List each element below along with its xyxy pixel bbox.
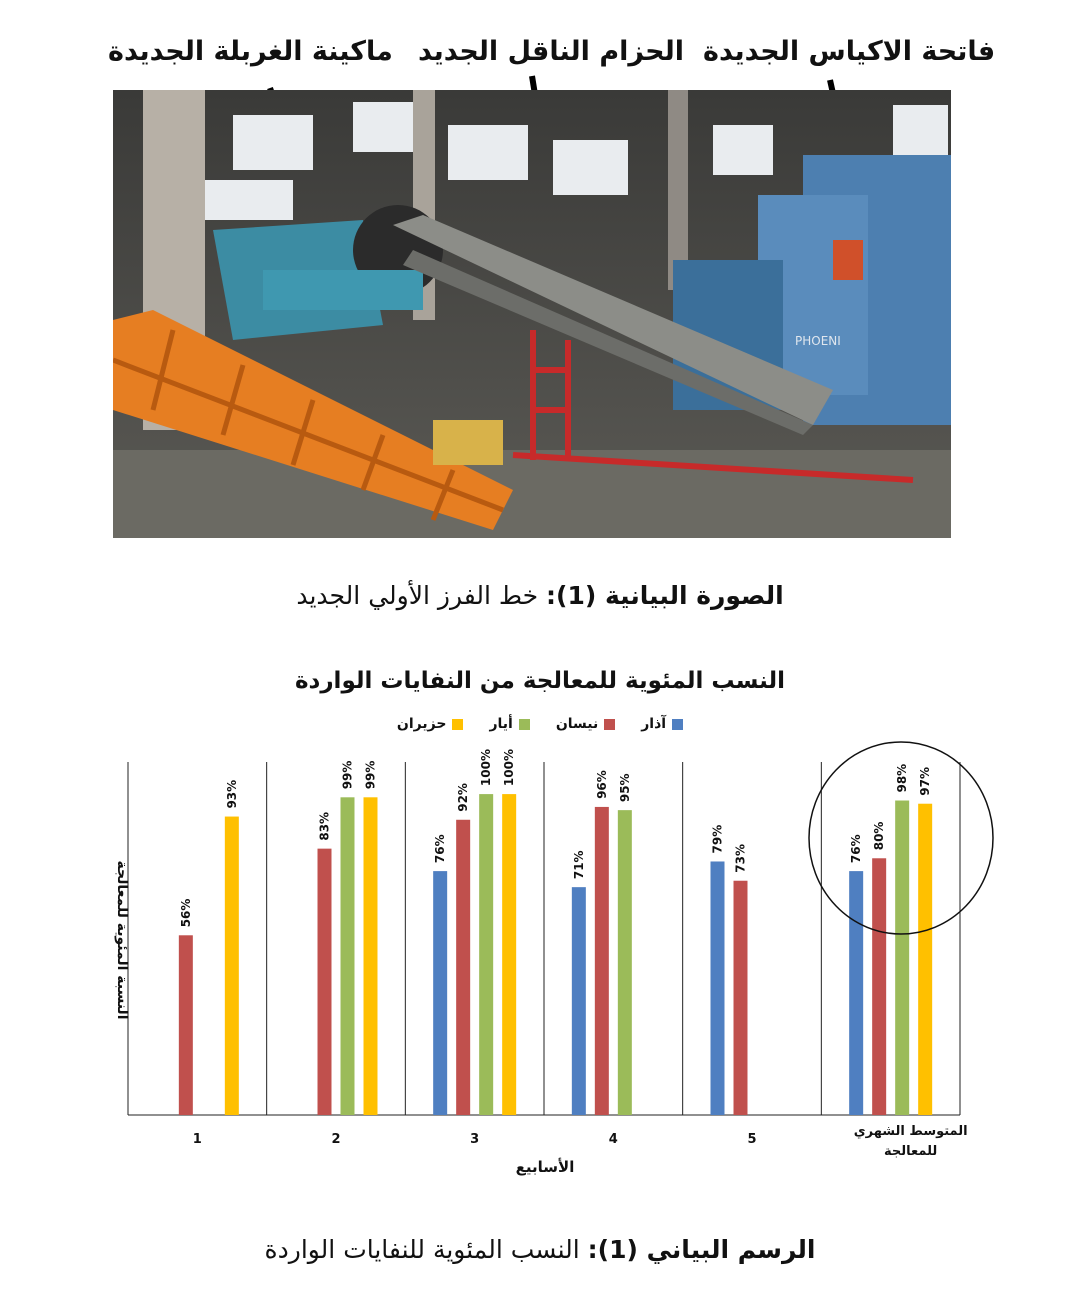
x-tick-label: المتوسط الشهري [853,1124,968,1139]
x-tick-label: للمعالجة [884,1144,938,1159]
data-label: 93% [224,779,239,809]
data-label: 76% [849,834,864,864]
bar [872,858,886,1115]
data-label: 80% [872,821,887,851]
label-screening-machine: ماكينة الغربلة الجديدة [108,36,393,67]
legend-item-adhar [641,716,683,732]
bar [711,861,725,1115]
legend-swatch-red [604,719,615,730]
bar [849,871,863,1115]
data-label: 73% [733,844,748,873]
legend-swatch-blue [672,719,683,730]
photo-caption-label: الصورة البيانية (1): [546,581,784,610]
photo-caption-text: خط الفرز الأولي الجديد [296,581,539,610]
data-label: 71% [571,850,586,880]
bar [225,817,239,1115]
chart-title: النسب المئوية للمعالجة من النفايات الواردة [294,668,786,694]
label-conveyor: الحزام الناقل الجديد [418,36,685,67]
x-tick-label: 1 [192,1132,202,1147]
data-label: 100% [479,749,494,787]
data-label: 92% [456,783,471,812]
bar [734,881,748,1115]
data-label: 96% [594,770,609,799]
legend-swatch-green [519,719,530,730]
data-label: 98% [895,763,910,793]
label-bag-opener: فاتحة الاكياس الجديدة [703,36,996,67]
photo-caption [0,581,1080,610]
legend-swatch-yellow [452,719,463,730]
bar [341,797,355,1115]
legend-label-adhar: آذار [641,716,667,732]
data-label: 76% [433,834,448,864]
bar [433,871,447,1115]
data-label: 99% [340,760,355,790]
legend-item-nisan [556,716,615,732]
sorting-line-photo [113,90,951,538]
data-label: 95% [617,773,632,803]
bar-chart [0,740,1080,1200]
bar [595,807,609,1115]
x-tick-label: 4 [608,1132,618,1147]
chart-caption-label: الرسم البياني (1): [587,1235,816,1264]
legend-item-haziran [397,716,464,732]
bar [918,804,932,1115]
legend-label-haziran: حزيران [396,716,447,732]
bar [895,801,909,1115]
data-label: 79% [710,824,725,854]
x-axis-title: الأسابيع [515,1158,575,1176]
bar [479,794,493,1115]
bar [179,935,193,1115]
bar [618,810,632,1115]
x-tick-label: 2 [331,1132,341,1147]
data-label: 97% [918,766,933,796]
machine-plate-text: PHOENI [795,334,841,348]
data-label: 99% [363,760,378,790]
legend-label-nisan: نيسان [555,716,599,732]
chart-caption [0,1235,1080,1264]
bar [502,794,516,1115]
y-axis-title: النسبة المئوية للمعالجة [114,860,130,1020]
legend-item-ayar [489,716,529,732]
chart-caption-text: النسب المئوية للنفايات الواردة [264,1235,580,1264]
bar [364,797,378,1115]
x-tick-label: 3 [470,1132,480,1147]
legend-label-ayar: أيار [489,716,513,732]
data-label: 56% [178,898,193,928]
chart-legend [0,716,1080,732]
bar [318,849,332,1115]
bar [572,887,586,1115]
data-label: 83% [317,811,332,841]
bar [456,820,470,1115]
x-tick-label: 5 [747,1132,757,1147]
data-label: 100% [502,749,517,787]
